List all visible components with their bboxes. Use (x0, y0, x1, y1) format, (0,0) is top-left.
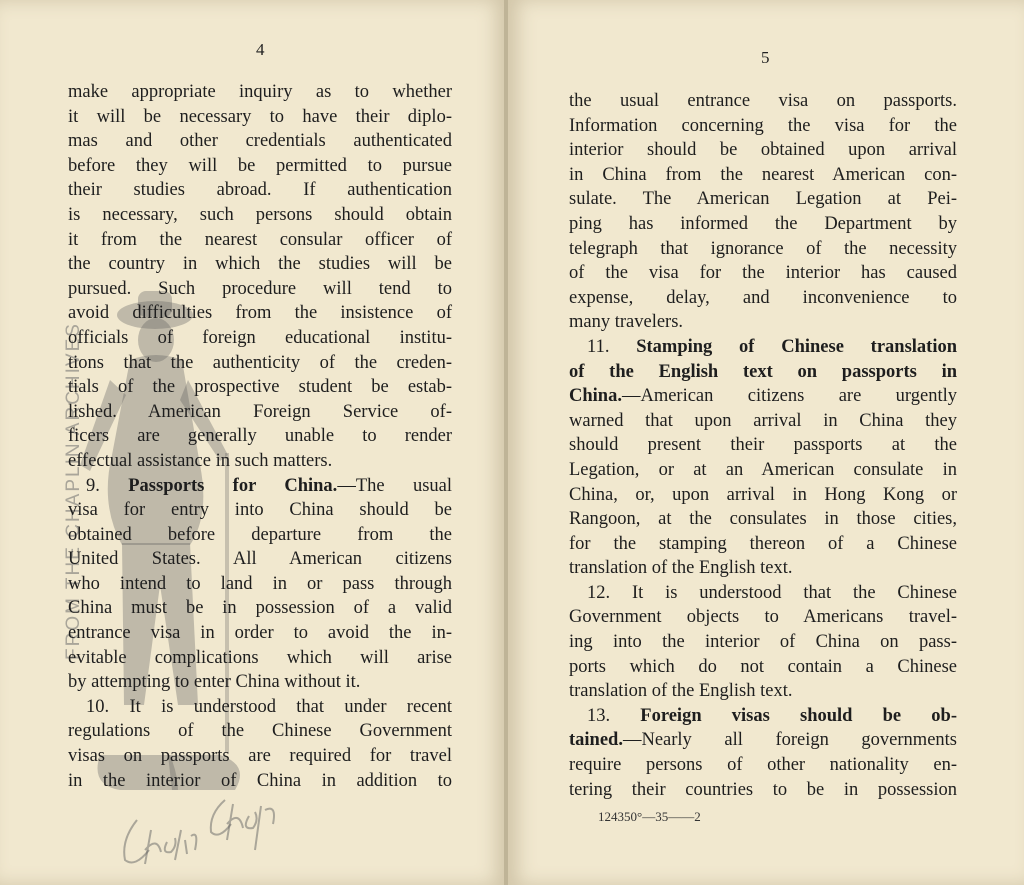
text-line: tions that the authenticity of the creden- (68, 352, 452, 373)
left-page-body (68, 80, 452, 793)
text-line: the country in which the studies will be (68, 254, 452, 275)
text-line: avoid difficulties from the insistence of (68, 303, 452, 324)
text-line: regulations of the Chinese Government (68, 721, 452, 742)
text-line: China, or, upon arrival in Hong Kong or (569, 484, 957, 505)
text-line: make appropriate inquiry as to whether (68, 82, 452, 102)
text-line: is necessary, such persons should obtain (68, 204, 452, 225)
text-line: tering their countries to be in possession (569, 779, 957, 800)
section-11-heading-line (569, 335, 957, 360)
text-line: translation of the English text. (569, 681, 793, 702)
text-line: 10. It is understood that under recent (86, 696, 452, 717)
section-text: —American citizens are urgently (621, 386, 957, 407)
text-line: evitable complications which will arise (68, 647, 452, 668)
text-line: it from the nearest consular officer of (68, 229, 452, 250)
text-line: it will be necessary to have their diplo- (68, 106, 452, 127)
text-line: before they will be permitted to pursue (68, 155, 452, 176)
text-line: obtained before departure from the (68, 524, 452, 545)
text-line: Rangoon, at the consulates in those cities, (569, 509, 957, 530)
text-line: Information concerning the visa for the (569, 115, 957, 136)
chaplin-signature-watermark (115, 780, 295, 875)
text-line: sulate. The American Legation at Pei- (569, 189, 957, 210)
text-line: visas on passports are required for travel (68, 746, 452, 767)
text-line: should present their passports at the (569, 435, 957, 456)
section-heading: Stamping of Chinese translation (636, 336, 958, 357)
text-line: tials of the prospective student be estab- (68, 377, 452, 398)
text-line: United States. All American citizens (68, 549, 452, 570)
text-line: mas and other credentials authenticated (68, 131, 452, 152)
text-line: ping has informed the Department by (569, 213, 957, 234)
section-heading: China. (569, 386, 622, 407)
text-line: interior should be obtained upon arrival (569, 140, 957, 161)
section-11-text-line (569, 384, 957, 409)
text-line: Legation, or at an American consulate in (569, 459, 957, 480)
section-heading: of the English text on passports in (569, 361, 957, 382)
text-line: for the stamping thereon of a Chinese (569, 533, 957, 554)
text-line: Government objects to Americans travel- (569, 607, 957, 628)
text-line: in the interior of China in addition to (68, 770, 452, 791)
text-line: many travelers. (569, 312, 684, 333)
section-number: 9. (86, 475, 100, 496)
page-number: 5 (761, 48, 770, 67)
text-line: warned that upon arrival in China they (569, 410, 957, 431)
page-number: 4 (256, 40, 265, 59)
text-line: expense, delay, and inconvenience to (569, 287, 957, 308)
text-line: ing into the interior of China on pass- (569, 632, 957, 653)
section-13-text-line (569, 728, 957, 753)
section-number: 13. (587, 705, 611, 726)
left-page (0, 0, 506, 885)
text-line: by attempting to enter China without it. (68, 672, 361, 693)
text-line: their studies abroad. If authentication (68, 180, 452, 201)
section-text: —Nearly all foreign governments (622, 730, 957, 751)
text-line: effectual assistance in such matters. (68, 450, 333, 471)
text-line: require persons of other nationality en- (569, 755, 957, 776)
text-line: of the visa for the interior has caused (569, 263, 957, 284)
text-line: the usual entrance visa on passports. (569, 91, 957, 111)
text-line: lished. American Foreign Service of- (68, 401, 452, 422)
text-line: telegraph that ignorance of the necessity (569, 238, 957, 259)
right-page-body (569, 89, 957, 802)
text-line: in China from the nearest American con- (569, 164, 957, 185)
text-line: ficers are generally unable to render (68, 426, 452, 447)
section-number: 11. (587, 336, 610, 357)
text-line: visa for entry into China should be (68, 500, 452, 521)
text-line: ports which do not contain a Chinese (569, 656, 957, 677)
section-heading: tained. (569, 730, 623, 751)
section-13-heading-line (569, 704, 957, 729)
right-page (508, 0, 1024, 885)
text-line: pursued. Such procedure will tend to (68, 278, 452, 299)
text-line: 12. It is understood that the Chinese (587, 582, 957, 603)
watermark-archive-text: FROM THE CHAPLIN ARCHIVES (62, 322, 84, 660)
section-text: —The usual (337, 475, 452, 496)
section-9-heading-line (68, 474, 452, 499)
text-line: entrance visa in order to avoid the in- (68, 623, 452, 644)
text-line: officials of foreign educational institu- (68, 327, 452, 348)
section-heading: Foreign visas should be ob- (640, 705, 957, 726)
section-heading: Passports for China. (128, 475, 338, 496)
text-line: China must be in possession of a valid (68, 598, 452, 619)
text-line: who intend to land in or pass through (68, 573, 452, 594)
text-line: translation of the English text. (569, 558, 793, 579)
print-code-footer: 124350°—35——2 (598, 809, 701, 824)
